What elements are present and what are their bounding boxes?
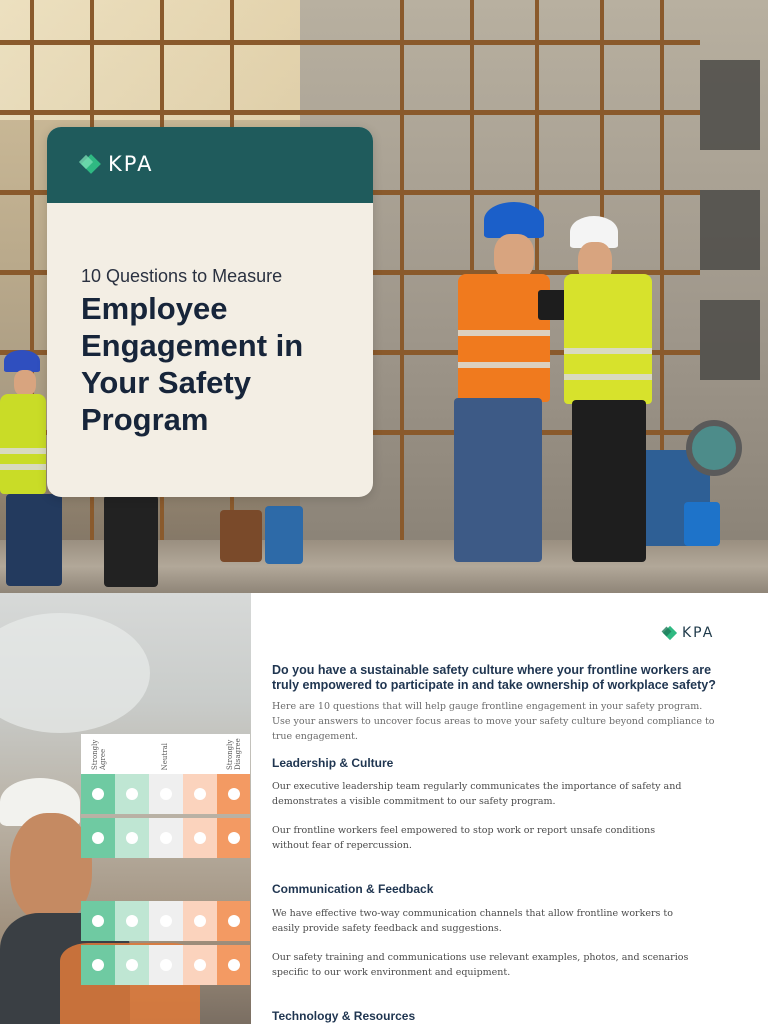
kpa-logo-text: KPA: [108, 152, 154, 176]
safety-vest: [458, 274, 550, 402]
radio-dot: [160, 832, 172, 844]
kpa-logo-text: KPA: [682, 625, 715, 641]
rating-row: [81, 901, 250, 941]
jeans: [6, 494, 62, 586]
kpa-diamond-icon: [662, 625, 678, 641]
window: [700, 60, 760, 150]
rating-option-disagree[interactable]: [183, 774, 217, 814]
rusty-barrel: [220, 510, 262, 562]
rating-row: [81, 774, 250, 814]
scale-header: [81, 734, 250, 774]
rating-row: [81, 945, 250, 985]
radio-dot: [194, 832, 206, 844]
rating-option-disagree[interactable]: [183, 901, 217, 941]
question-1: Our executive leadership team regularly communicates the importance of safety and demonstrates a visible commitment to our safety program.: [272, 781, 682, 807]
radio-dot: [194, 959, 206, 971]
safety-vest: [0, 394, 46, 494]
radio-dot: [228, 832, 240, 844]
face: [10, 813, 92, 923]
rating-option-strongly-disagree[interactable]: [217, 945, 250, 985]
cable-reel: [686, 420, 742, 476]
rating-option-strongly-disagree[interactable]: [217, 774, 250, 814]
scaffold-plank: [0, 40, 700, 45]
kpa-diamond-icon: [80, 153, 102, 175]
radio-dot: [228, 788, 240, 800]
jeans: [454, 398, 542, 562]
scale-label-strongly-disagree: Strongly Disagree: [226, 738, 242, 770]
radio-dot: [194, 788, 206, 800]
radio-dot: [92, 915, 104, 927]
kpa-logo: [662, 625, 714, 641]
question-2: Our frontline workers feel empowered to stop work or report unsafe conditions without fear of repercussion.: [272, 825, 656, 851]
rating-option-agree[interactable]: [115, 818, 149, 858]
scaffold-pole: [400, 0, 404, 560]
radio-dot: [126, 788, 138, 800]
rating-option-strongly-agree[interactable]: [81, 901, 115, 941]
rating-option-strongly-agree[interactable]: [81, 774, 115, 814]
helmet: [4, 350, 40, 372]
cover-title: Employee Engagement in Your Safety Program: [81, 291, 304, 437]
rating-option-strongly-agree[interactable]: [81, 818, 115, 858]
radio-dot: [160, 915, 172, 927]
cover-subtitle: 10 Questions to Measure: [81, 266, 283, 286]
rating-option-neutral[interactable]: [149, 818, 183, 858]
blue-canister: [684, 502, 720, 546]
intro-text: Here are 10 questions that will help gauge frontline engagement in your safety program. Use your answers to uncover focus areas to move your safety culture beyond compliance to true engagement.: [272, 701, 715, 742]
worker-orange-vest: [448, 202, 558, 582]
question-4: Our safety training and communications use relevant examples, photos, and scenarios specific to our work environment and equipment.: [272, 952, 689, 978]
rating-scale: [81, 734, 250, 774]
rating-option-neutral[interactable]: [149, 901, 183, 941]
blue-barrel: [265, 506, 303, 564]
radio-dot: [92, 959, 104, 971]
rating-option-disagree[interactable]: [183, 818, 217, 858]
scaffold-plank: [0, 110, 700, 115]
kpa-logo: [80, 152, 153, 176]
rating-option-strongly-disagree[interactable]: [217, 901, 250, 941]
section-heading-communication: Communication & Feedback: [272, 882, 434, 896]
radio-dot: [126, 832, 138, 844]
radio-dot: [92, 832, 104, 844]
radio-dot: [194, 915, 206, 927]
radio-dot: [160, 959, 172, 971]
question-3: We have effective two-way communication channels that allow frontline workers to easily provide safety feedback and suggestions.: [272, 908, 673, 934]
window: [700, 300, 760, 380]
rating-option-agree[interactable]: [115, 774, 149, 814]
section-heading-technology: Technology & Resources: [272, 1009, 416, 1023]
rating-row: [81, 818, 250, 858]
radio-dot: [126, 915, 138, 927]
scale-label-neutral: Neutral: [161, 742, 169, 770]
section-heading-leadership: Leadership & Culture: [272, 756, 394, 770]
rating-option-agree[interactable]: [115, 901, 149, 941]
rating-option-strongly-disagree[interactable]: [217, 818, 250, 858]
radio-dot: [160, 788, 172, 800]
pants: [572, 400, 646, 562]
face: [14, 370, 36, 396]
intro-question: Do you have a sustainable safety culture where your frontline workers are truly empowered to participate in and take ownership of workplace safety?: [272, 663, 716, 692]
radio-dot: [228, 915, 240, 927]
radio-dot: [228, 959, 240, 971]
scale-label-strongly-agree: Strongly Agree: [91, 739, 107, 770]
window: [700, 190, 760, 270]
title-card: [47, 127, 373, 497]
rating-option-disagree[interactable]: [183, 945, 217, 985]
rating-option-strongly-agree[interactable]: [81, 945, 115, 985]
safety-vest: [564, 274, 652, 404]
rating-option-agree[interactable]: [115, 945, 149, 985]
questionnaire-page: [0, 593, 768, 1024]
worker-yellow-vest: [556, 212, 666, 582]
radio-dot: [126, 959, 138, 971]
helmet: [484, 202, 544, 238]
rating-option-neutral[interactable]: [149, 945, 183, 985]
radio-dot: [92, 788, 104, 800]
worker-legs: [104, 495, 158, 587]
rating-option-neutral[interactable]: [149, 774, 183, 814]
